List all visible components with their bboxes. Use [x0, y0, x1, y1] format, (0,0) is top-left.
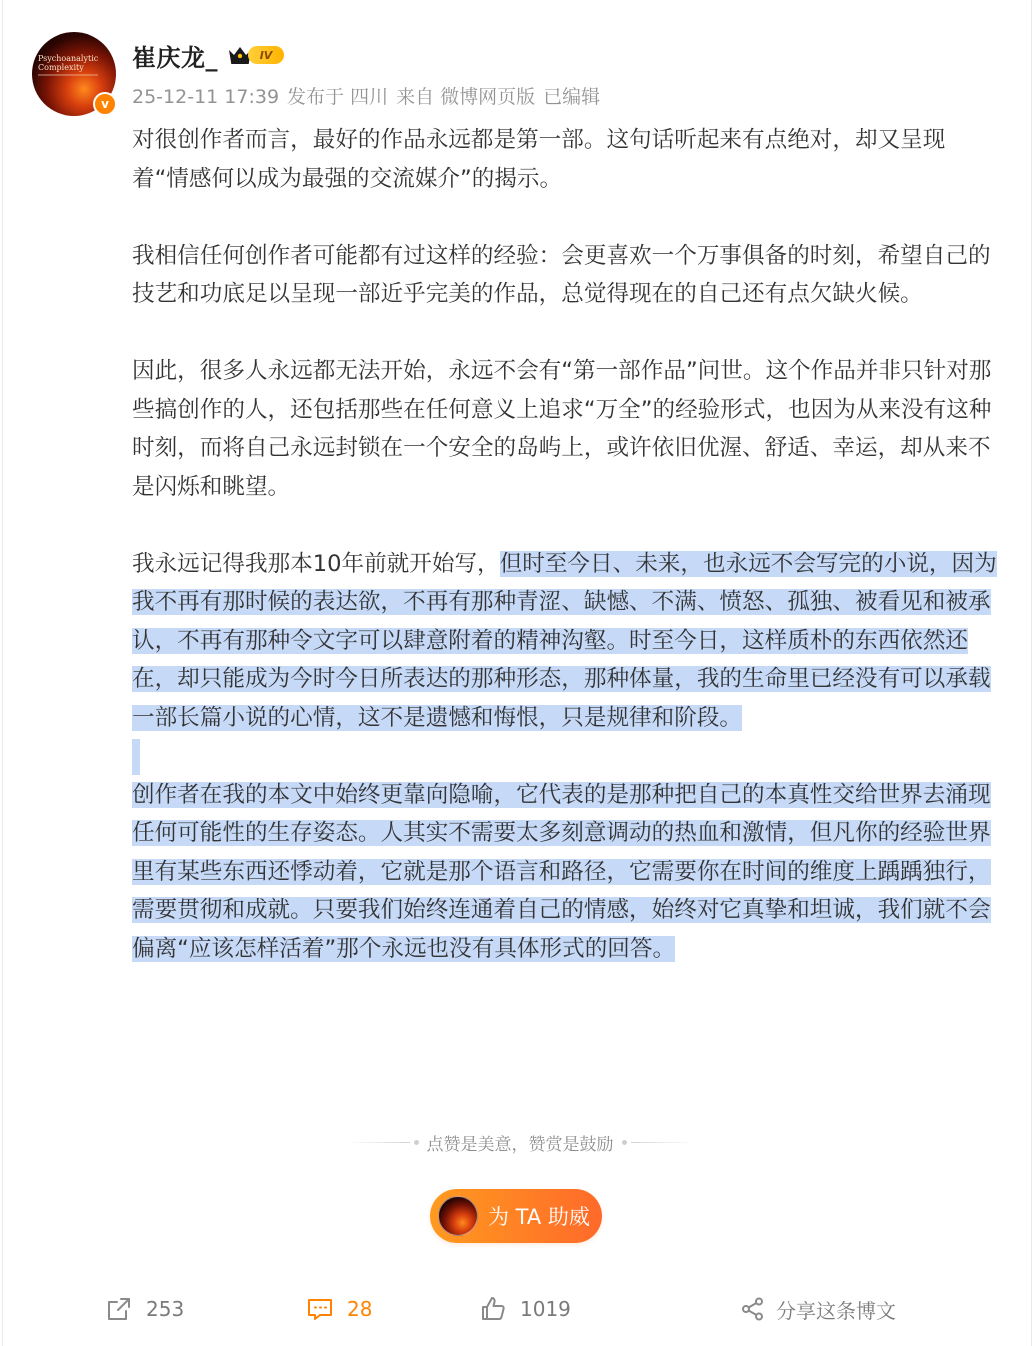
- paragraph-5: [132, 776, 1000, 969]
- selection-blank-mark: [132, 739, 140, 775]
- paragraph-3: 因此，很多人永远都无法开始，永远不会有“第一部作品”问世。这个作品并非只针对那些搞创作的人，还包括那些在任何意义上追求“万全”的经验形式，也因为从来没有这种时刻，而将自己永远封锁在一个安全的岛屿上，或许依旧优渥、舒适、幸运，却从来不是闪烁和眺望。: [132, 358, 992, 500]
- verified-v-icon: v: [93, 92, 117, 116]
- author-avatar[interactable]: [32, 32, 116, 116]
- divider-line-left: [348, 1142, 410, 1143]
- avatar-book-line: [38, 74, 98, 76]
- paragraph-1: 对很创作者而言，最好的作品永远都是第一部。这句话听起来有点绝对，却又呈现着“情感何以成为最强的交流媒介”的揭示。: [132, 127, 946, 192]
- post-edited-flag[interactable]: 已编辑: [543, 86, 601, 108]
- level-label: IV: [248, 46, 284, 64]
- user-level-badge[interactable]: [226, 43, 288, 67]
- paragraph-5-selected-text: 创作者在我的本文中始终更靠向隐喻，它代表的是那种把自己的本真性交给世界去涌现任何可能性的生存姿态。人其实不需要太多刻意调动的热血和激情，但凡你的经验世界里有某些东西还悸动着，它就是那个语言和路径，它需要你在时间的维度上踽踽独行，需要贯彻和成就。只要我们始终连通着自己的情感，始终对它真挚和坦诚，我们就不会偏离“应该怎样活着”那个永远也没有具体形式的回答。: [132, 781, 991, 962]
- comment-button[interactable]: [305, 1286, 372, 1332]
- comment-icon: [305, 1294, 335, 1324]
- share-icon: [738, 1294, 768, 1324]
- post-source: 来自 微博网页版: [396, 86, 536, 108]
- post-timestamp[interactable]: 25-12-11 17:39: [132, 86, 280, 108]
- paragraph-2: 我相信任何创作者可能都有过这样的经验：会更喜欢一个万事俱备的时刻，希望自己的技艺和功底足以呈现一部近乎完美的作品，总觉得现在的自己还有点欠缺火候。: [132, 242, 991, 307]
- card-right-border: [1031, 0, 1032, 1346]
- repost-count: 253: [146, 1297, 185, 1321]
- repost-button[interactable]: [104, 1286, 184, 1332]
- post-actions-bar: [0, 1286, 1034, 1332]
- paragraph-4: [132, 545, 1000, 738]
- divider-line-right: [631, 1142, 693, 1143]
- repost-icon: [104, 1294, 134, 1324]
- author-name[interactable]: 崔庆龙_: [132, 44, 218, 72]
- share-label: 分享这条博文: [776, 1298, 896, 1323]
- post-meta: [132, 82, 608, 109]
- post-location: 发布于 四川: [287, 86, 389, 108]
- reward-divider: [340, 1130, 700, 1154]
- avatar-book-title: Psychoanalytic: [38, 54, 99, 63]
- support-button-label: 为 TA 助威: [488, 1205, 590, 1229]
- reward-tagline: 点赞是美意，赞赏是鼓励: [426, 1134, 614, 1155]
- post-content: [132, 121, 1000, 1007]
- card-left-border: [2, 0, 3, 1346]
- comment-count: 28: [347, 1297, 373, 1321]
- divider-dot-right: [622, 1140, 627, 1145]
- divider-dot-left: [414, 1140, 419, 1145]
- support-avatar: [438, 1196, 478, 1236]
- paragraph-4-plain: 我永远记得我那本10年前就开始写，: [132, 550, 500, 577]
- paragraph-4-selected-text: 但时至今日、未来，也永远不会写完的小说，因为我不再有那时候的表达欲，不再有那种青涩、缺憾、不满、愤怒、孤独、被看见和被承认，不再有那种令文字可以肆意附着的精神沟壑。时至今日，这样质朴的东西依然还在，却只能成为今时今日所表达的那种形态，那种体量，我的生命里已经没有可以承载一部长篇小说的心情，这不是遗憾和悔恨，只是规律和阶段。: [132, 550, 997, 731]
- support-author-button[interactable]: [430, 1189, 602, 1243]
- selected-blank-line: [132, 737, 1000, 776]
- avatar-book-subtitle: Complexity: [38, 63, 84, 72]
- thumbs-up-icon: [478, 1294, 508, 1324]
- like-button[interactable]: [478, 1286, 571, 1332]
- like-count: 1019: [520, 1297, 571, 1321]
- share-button[interactable]: [738, 1286, 896, 1332]
